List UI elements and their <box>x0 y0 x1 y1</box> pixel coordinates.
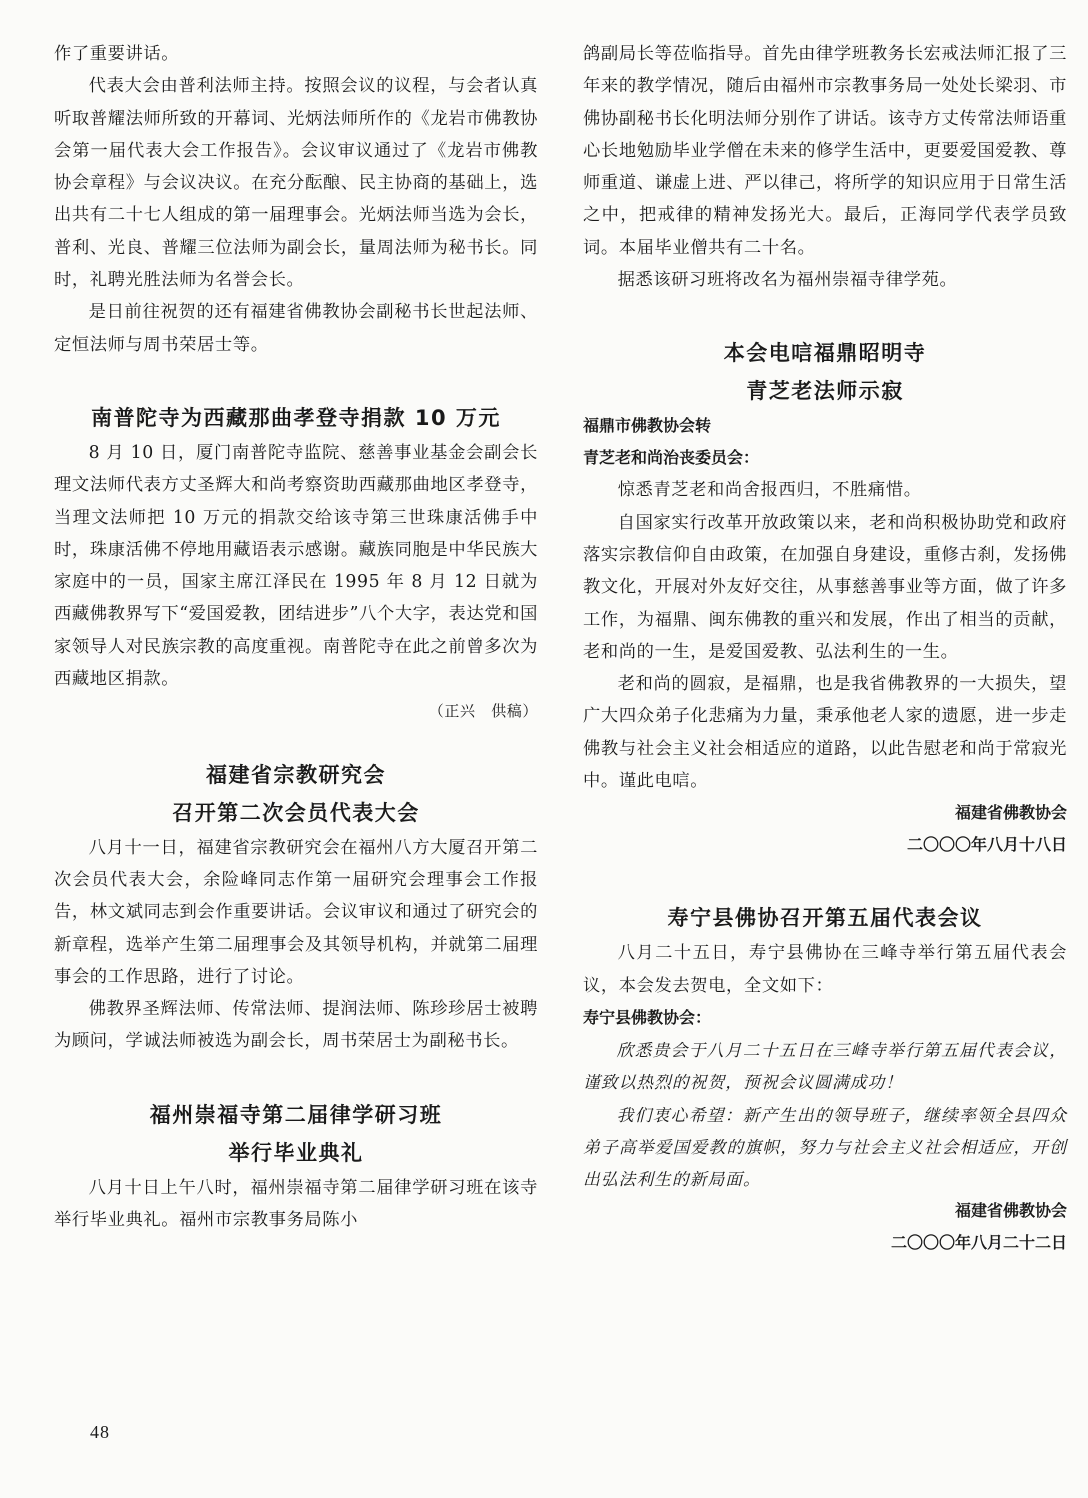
addressee: 寿宁县佛教协会： <box>583 1007 712 1027</box>
paragraph: 8 月 10 日，厦门南普陀寺监院、慈善事业基金会副会长理文法师代表方丈圣辉大和尚考察资助西藏那曲地区孝登寺，当理文法师把 10 万元的捐款交给该寺第三世珠康活佛手中时，珠康活佛不停地用藏语表示感谢。藏族同胞是中华民族大家庭中的一员，国家主席江泽民在 1995 年 8 月 12 日就为西藏佛教界写下“爱国爱教，团结进步”八个大字，表达党和国家领导人对民族宗教的高度重视。南普陀寺在此之前曾多次为西藏地区捐款。 <box>54 442 538 690</box>
signature-date: 二〇〇〇年八月十八日 <box>906 835 1067 855</box>
article-title: 南普陀寺为西藏那曲孝登寺捐款 10 万元 <box>91 405 501 430</box>
left-column <box>54 38 538 1236</box>
article-subtitle: 举行毕业典礼 <box>228 1140 364 1165</box>
addressee: 福鼎市佛教协会转 <box>583 416 712 436</box>
paragraph: 惊悉青芝老和尚舍报西归，不胜痛惜。 <box>617 480 922 501</box>
article-title: 福州崇福寺第二届律学研习班 <box>149 1102 443 1127</box>
signature-date: 二〇〇〇年八月二十二日 <box>890 1233 1067 1253</box>
article-title: 福建省宗教研究会 <box>206 762 386 787</box>
article-subtitle: 召开第二次会员代表大会 <box>172 800 420 825</box>
paragraph: 我们衷心希望：新产生出的领导班子，继续率领全县四众弟子高举爱国爱教的旗帜，努力与社会主义社会相适应，开创出弘法利生的新局面。 <box>583 1104 1067 1190</box>
paragraph: 据悉该研习班将改名为福州崇福寺律学苑。 <box>617 270 958 291</box>
paragraph: 是日前往祝贺的还有福建省佛教协会副秘书长世起法师、定恒法师与周书荣居士等。 <box>54 302 538 355</box>
right-column <box>583 38 1067 1259</box>
article-title: 本会电唁福鼎昭明寺 <box>723 341 927 366</box>
article-title: 寿宁县佛协召开第五届代表会议 <box>667 906 983 931</box>
credit: （正兴 供稿） <box>428 702 538 721</box>
signature-org: 福建省佛教协会 <box>954 1201 1067 1221</box>
paragraph: 代表大会由普利法师主持。按照会议的议程，与会者认真听取普耀法师所致的开幕词、光炳法师所作的《龙岩市佛教协会第一届代表大会工作报告》。会议审议通过了《龙岩市佛教协会章程》与会议决议。在充分酝酿、民主协商的基础上，选出共有二十七人组成的第一届理事会。光炳法师当选为会长，普利、光良、普耀三位法师为副会长，量周法师为秘书长。同时，礼聘光胜法师为名誉会长。 <box>54 76 538 291</box>
paragraph: 鸽副局长等莅临指导。首先由律学班教务长宏戒法师汇报了三年来的教学情况，随后由福州市宗教事务局一处处长梁羽、市佛协副秘书长化明法师分别作了讲话。该寺方丈传常法师语重心长地勉励毕业学僧在未来的修学生活中，更要爱国爱教、尊师重道、谦虚上进、严以律己，将所学的知识应用于日常生活之中，把戒律的精神发扬光大。最后，正海同学代表学员致词。本届毕业僧共有二十名。 <box>583 44 1067 258</box>
signature-org: 福建省佛教协会 <box>954 803 1067 823</box>
paragraph: 欣悉贵会于八月二十五日在三峰寺举行第五届代表会议，谨致以热烈的祝贺，预祝会议圆满成功！ <box>583 1039 1067 1093</box>
paragraph: 八月十日上午八时，福州崇福寺第二届律学研习班在该寺举行毕业典礼。福州市宗教事务局陈小 <box>54 1177 538 1231</box>
paragraph: 佛教界圣辉法师、传常法师、提润法师、陈珍珍居士被聘为顾问，学诚法师被选为副会长，周书荣居士为副秘书长。 <box>54 999 538 1052</box>
article-subtitle: 青芝老法师示寂 <box>746 379 904 404</box>
paragraph: 八月十一日，福建省宗教研究会在福州八方大厦召开第二次会员代表大会，余险峰同志作第一届研究会理事会工作报告，林文斌同志到会作重要讲话。会议审议和通过了研究会的新章程，选举产生第二届理事会及其领导机构，并就第二届理事会的工作思路，进行了讨论。 <box>54 837 538 987</box>
paragraph: 自国家实行改革开放政策以来，老和尚积极协助党和政府落实宗教信仰自由政策，在加强自身建设，重修古刹，发扬佛教文化，开展对外友好交往，从事慈善事业等方面，做了许多工作，为福鼎、闽东佛教的重兴和发展，作出了相当的贡献，老和尚的一生，是爱国爱教、弘法利生的一生。 <box>583 512 1067 662</box>
addressee: 青芝老和尚治丧委员会： <box>583 448 760 468</box>
page-number: 48 <box>90 1422 110 1442</box>
paragraph: 老和尚的圆寂，是福鼎，也是我省佛教界的一大损失，望广大四众弟子化悲痛为力量，秉承他老人家的遗愿，进一步走佛教与社会主义社会相适应的道路，以此告慰老和尚于常寂光中。谨此电唁。 <box>583 674 1067 792</box>
paragraph: 作了重要讲话。 <box>54 44 180 64</box>
paragraph: 八月二十五日，寿宁县佛协在三峰寺举行第五届代表会议，本会发去贺电，全文如下： <box>583 943 1067 996</box>
